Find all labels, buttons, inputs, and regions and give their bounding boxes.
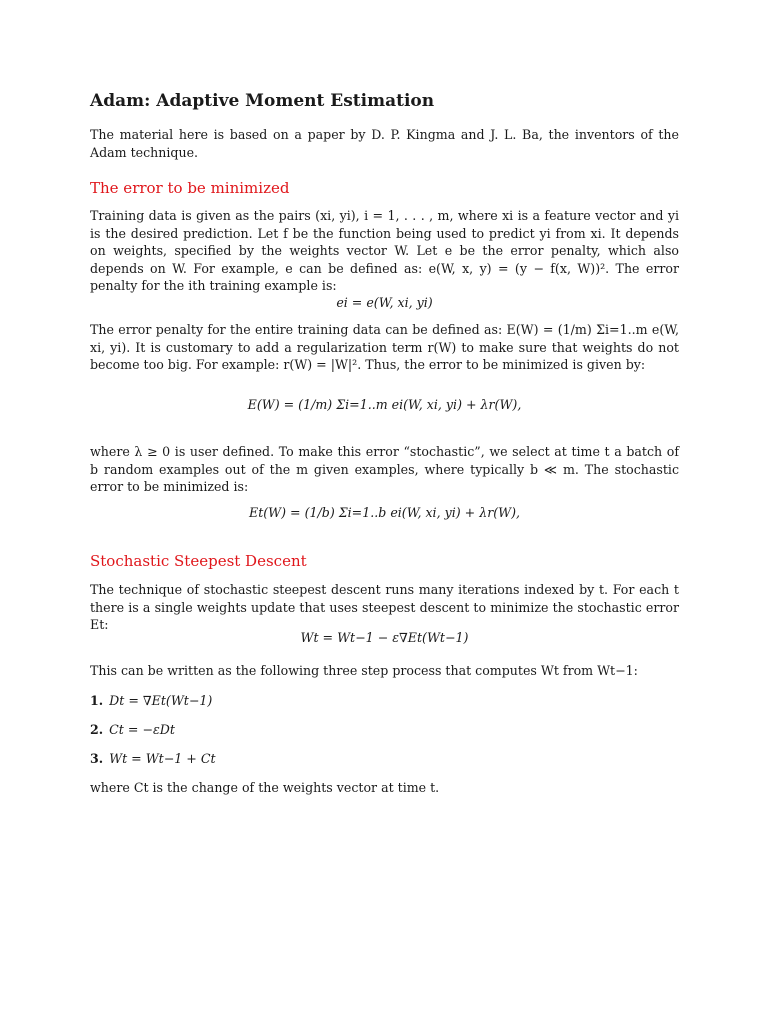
- equation-error-penalty: ei = e(W, xi, yi): [336, 295, 433, 310]
- step-formula: Ct = −εDt: [109, 722, 175, 737]
- equation-total-error: E(W) = (1/m) Σi=1..m ei(W, xi, yi) + λr(W),: [247, 397, 522, 412]
- section1-paragraph-2: The error penalty for the entire training data can be defined as: E(W) = (1/m) Σi=1..m e(W, xi, yi). It is customary to add a regularization term r(W) to make sure that weights do not become too big. For example: r(W) = |W|². Thus, the error to be minimized is given by:: [90, 322, 679, 373]
- section-heading-error: The error to be minimized: [90, 179, 290, 197]
- step-number: 2.: [90, 722, 104, 737]
- section2-paragraph-1: The technique of stochastic steepest descent runs many iterations indexed by t. For each t there is a single weights update that uses steepest descent to minimize the stochastic error Et:: [90, 582, 679, 633]
- section-heading-steepest-descent: Stochastic Steepest Descent: [90, 552, 307, 570]
- step-formula: Wt = Wt−1 + Ct: [109, 751, 216, 766]
- page-title: Adam: Adaptive Moment Estimation: [90, 91, 435, 111]
- step-item: [90, 721, 679, 738]
- section2-paragraph-3: where Ct is the change of the weights vector at time t.: [90, 780, 440, 795]
- step-formula: Dt = ∇Et(Wt−1): [109, 693, 213, 708]
- step-number: 3.: [90, 751, 104, 766]
- section1-paragraph-1: Training data is given as the pairs (xi, yi), i = 1, . . . , m, where xi is a feature vector and yi is the desired prediction. Let f be the function being used to predict yi from xi. It depends on weights, specified by the weights vector W. Let e be the error penalty, which also depends on W. For example, e can be defined as: e(W, x, y) = (y − f(x, W))². The error penalty for the ith training example is:: [90, 208, 679, 294]
- section2-paragraph-2: This can be written as the following three step process that computes Wt from Wt−1:: [90, 663, 638, 678]
- step-number: 1.: [90, 693, 104, 708]
- equation-stochastic-error: Et(W) = (1/b) Σi=1..b ei(W, xi, yi) + λr(W),: [249, 505, 520, 520]
- equation-weights-update: Wt = Wt−1 − ε∇Et(Wt−1): [300, 630, 469, 645]
- section1-paragraph-3: where λ ≥ 0 is user defined. To make this error “stochastic”, we select at time t a batch of b random examples out of the m given examples, where typically b ≪ m. The stochastic error to be minimized is:: [90, 444, 679, 495]
- step-item: [90, 692, 679, 709]
- step-item: [90, 750, 679, 767]
- intro-paragraph: The material here is based on a paper by D. P. Kingma and J. L. Ba, the inventors of the Adam technique.: [90, 127, 679, 160]
